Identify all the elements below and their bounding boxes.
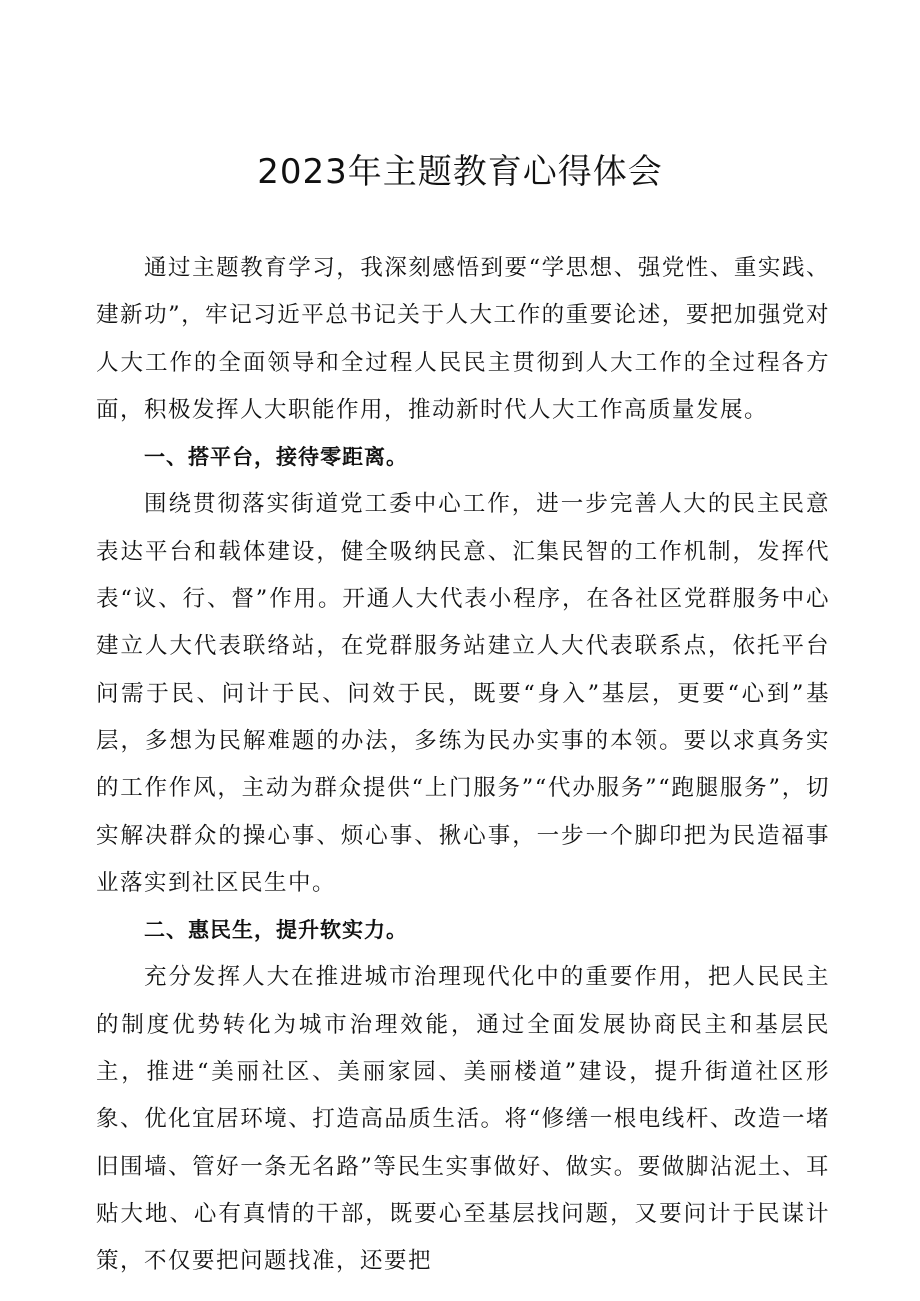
intro-paragraph: 通过主题教育学习，我深刻感悟到要“学思想、强党性、重实践、建新功”，牢记习近平总书记关于人大工作的重要论述，要把加强党对人大工作的全面领导和全过程人民民主贯彻到人大工作的全过程各方面，积极发挥人大职能作用，推动新时代人大工作高质量发展。 xyxy=(96,255,830,423)
document-body xyxy=(96,245,830,1286)
document-title: 2023年主题教育心得体会 xyxy=(257,152,663,192)
section-1-heading: 一、搭平台，接待零距离。 xyxy=(144,445,408,470)
section-2-heading: 二、惠民生，提升软实力。 xyxy=(144,918,408,943)
section-2-paragraph: 充分发挥人大在推进城市治理现代化中的重要作用，把人民民主的制度优势转化为城市治理效能，通过全面发展协商民主和基层民主，推进“美丽社区、美丽家园、美丽楼道”建设，提升街道社区形象、优化宜居环境、打造高品质生活。将“修缮一根电线杆、改造一堵旧围墙、管好一条无名路”等民生实事做好、做实。要做脚沾泥土、耳贴大地、心有真情的干部，既要心至基层找问题，又要问计于民谋计策，不仅要把问题找准，还要把 xyxy=(96,964,830,1275)
section-1-paragraph: 围绕贯彻落实街道党工委中心工作，进一步完善人大的民主民意表达平台和载体建设，健全吸纳民意、汇集民智的工作机制，发挥代表“议、行、督”作用。开通人大代表小程序，在各社区党群服务中心建立人大代表联络站，在党群服务站建立人大代表联系点，依托平台问需于民、问计于民、问效于民，既要“身入”基层，更要“心到”基层，多想为民解难题的办法，多练为民办实事的本领。要以求真务实的工作作风，主动为群众提供“上门服务”“代办服务”“跑腿服务”，切实解决群众的操心事、烦心事、揪心事，一步一个脚印把为民造福事业落实到社区民生中。 xyxy=(96,491,830,896)
